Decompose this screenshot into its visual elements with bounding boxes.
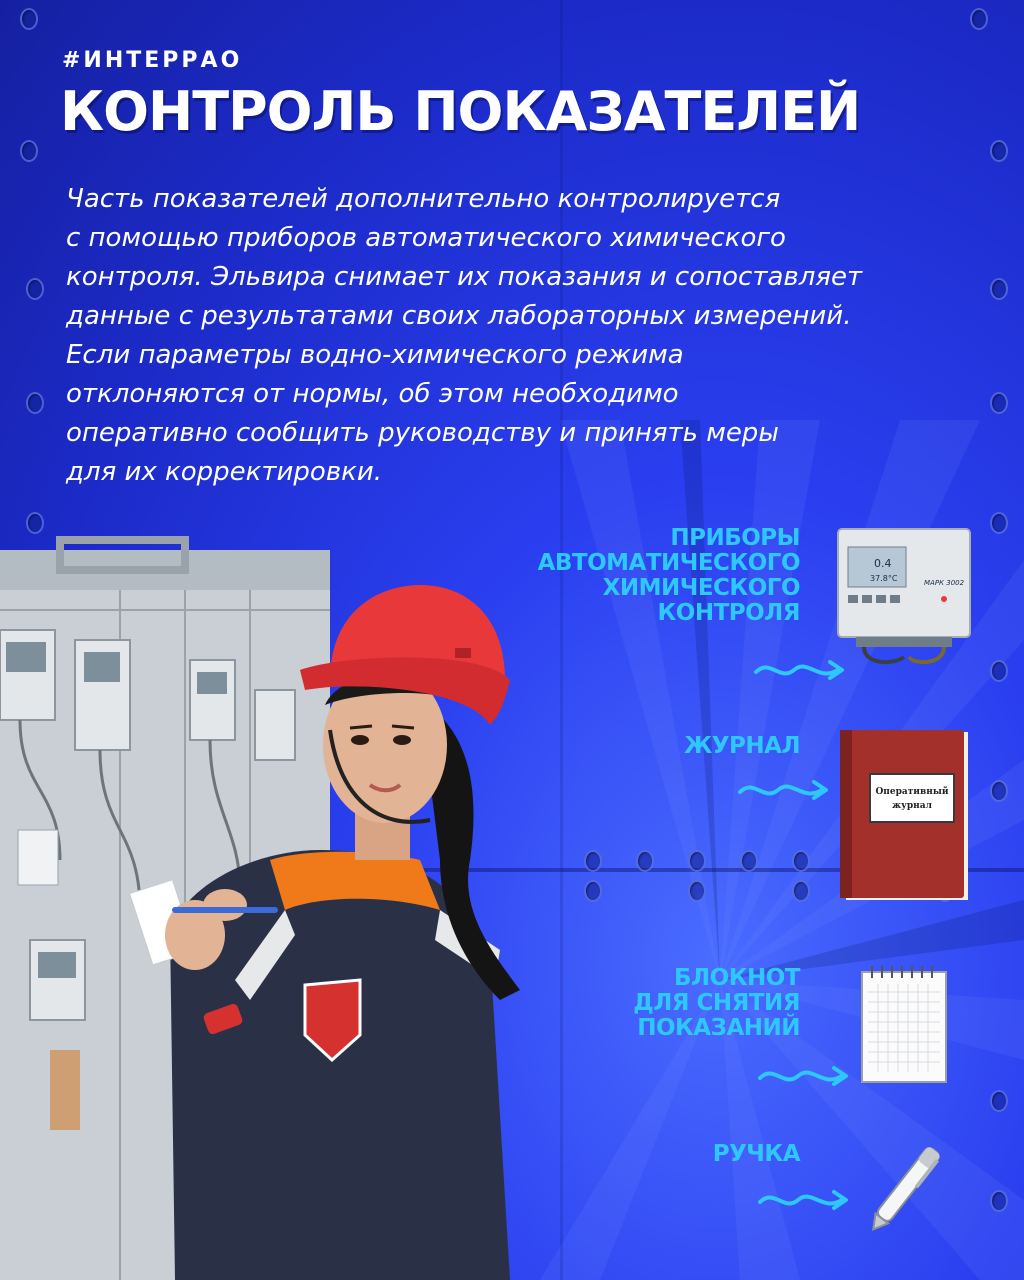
label-line: РУЧКА (712, 1141, 800, 1167)
description-line: отклоняются от нормы, об этом необходимо (66, 379, 679, 409)
rivet (990, 1090, 1008, 1112)
rivet (990, 140, 1008, 162)
arrow-icon (756, 1058, 856, 1094)
description-line: Если параметры водно-химического режима (66, 340, 684, 370)
rivet (20, 140, 38, 162)
label-line: БЛОКНОТ (674, 965, 800, 991)
label-journal (684, 734, 800, 759)
label-line: КОНТРОЛЯ (657, 600, 800, 626)
label-line: АВТОМАТИЧЕСКОГО (537, 550, 800, 576)
rivet (990, 780, 1008, 802)
rivet (20, 8, 38, 30)
rivet (26, 392, 44, 414)
rivet (26, 278, 44, 300)
label-line: ПРИБОРЫ (670, 525, 800, 551)
device-reading: 37.8°C (870, 574, 898, 583)
device-brand: МАРК 3002 (924, 579, 965, 587)
description-line: оперативно сообщить руководству и принять меры (66, 418, 779, 448)
label-analyzer (538, 526, 800, 626)
rivet (990, 660, 1008, 682)
label-line: ПОКАЗАНИЙ (637, 1015, 800, 1041)
rivet (584, 880, 602, 902)
rivet (792, 880, 810, 902)
label-line: ДЛЯ СНЯТИЯ (633, 990, 800, 1016)
rivet (636, 850, 654, 872)
worker-illustration (0, 530, 560, 1280)
notepad-icon (858, 962, 950, 1086)
arrow-icon (736, 772, 836, 808)
rivet (792, 850, 810, 872)
rivet (584, 850, 602, 872)
description-line: данные с результатами своих лабораторных измерений. (66, 301, 852, 331)
label-line: ЖУРНАЛ (684, 733, 800, 759)
label-line: ХИМИЧЕСКОГО (602, 575, 800, 601)
rivet (990, 512, 1008, 534)
pen-icon (862, 1136, 946, 1244)
rivet (688, 880, 706, 902)
rivet (970, 8, 988, 30)
label-notepad (633, 966, 800, 1041)
device-reading: 0.4 (874, 557, 892, 570)
journal-title: журнал (892, 801, 932, 811)
description-line: для их корректировки. (66, 457, 383, 487)
analyzer-device-icon (834, 525, 974, 675)
description-text (66, 180, 996, 492)
page-title: КОНТРОЛЬ ПОКАЗАТЕЛЕЙ (60, 80, 861, 143)
description-line: с помощью приборов автоматического химического (66, 223, 786, 253)
journal-title: Оперативный (875, 787, 949, 797)
journal-book-icon (836, 728, 972, 904)
description-line: Часть показателей дополнительно контролируется (66, 184, 781, 214)
label-pen (713, 1142, 800, 1167)
rivet (688, 850, 706, 872)
rivet (990, 1190, 1008, 1212)
arrow-icon (756, 1182, 856, 1218)
description-line: контроля. Эльвира снимает их показания и сопоставляет (66, 262, 863, 292)
rivet (740, 850, 758, 872)
hashtag: #ИНТЕРРАО (62, 48, 243, 73)
